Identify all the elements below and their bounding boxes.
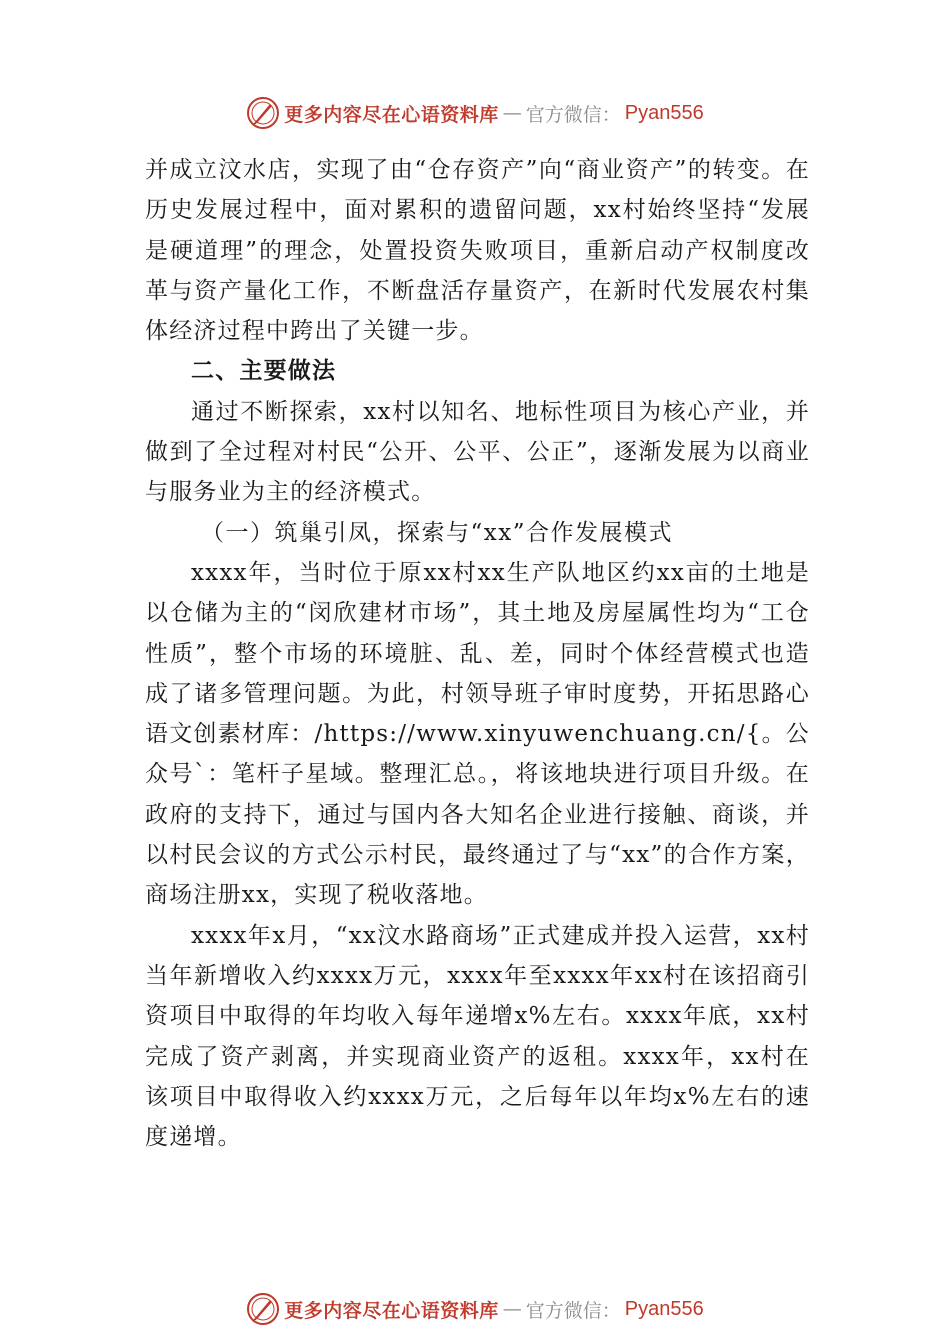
banner-brand-text: 更多内容尽在心语资料库: [284, 1299, 499, 1322]
banner-brand-text: 更多内容尽在心语资料库: [284, 103, 499, 126]
footer-watermark-banner: [0, 1289, 950, 1329]
banner-label: 官方微信：: [525, 103, 621, 126]
section-heading-main-practices: 二、主要做法: [191, 358, 337, 385]
document-body: [145, 150, 810, 1157]
paragraph-2: 通过不断探索，xx村以知名、地标性项目为核心产业，并做到了全过程对村民“公开、公平、公正”，逐渐发展为以商业与服务业为主的经济模式。: [145, 398, 810, 506]
quill-pen-logo-icon: [246, 1292, 280, 1326]
paragraph-4: xxxx年x月，“xx汶水路商场”正式建成并投入运营，xx村当年新增收入约xxxx万元，xxxx年至xxxx年xx村在该招商引资项目中取得的年均收入每年递增x%左右。xxxx年底，xx村完成了资产剥离，并实现商业资产的返租。xxxx年，xx村在该项目中取得收入约xxxx万元，之后每年以年均x%左右的速度递增。: [145, 922, 810, 1151]
banner-wechat-id: Pyan556: [624, 101, 704, 124]
banner-dash: —: [502, 102, 522, 124]
banner-wechat-id: Pyan556: [624, 1297, 704, 1320]
paragraph-1: 并成立汶水店，实现了由“仓存资产”向“商业资产”的转变。在历史发展过程中，面对累积的遗留问题，xx村始终坚持“发展是硬道理”的理念，处置投资失败项目，重新启动产权制度改革与资产量化工作，不断盘活存量资产，在新时代发展农村集体经济过程中跨出了关键一步。: [145, 157, 810, 345]
quill-pen-logo-icon: [246, 96, 280, 130]
banner-label: 官方微信：: [525, 1299, 621, 1322]
paragraph-3: xxxx年，当时位于原xx村xx生产队地区约xx亩的土地是以仓储为主的“闵欣建材市场”，其土地及房屋属性均为“工仓性质”，整个市场的环境脏、乱、差，同时个体经营模式也造成了诸多管理问题。为此，村领导班子审时度势，开拓思路心语文创素材库：/https://www.xinyuwenchuang.cn/{。公众号`：笔杆子星域。整理汇总。，将该地块进行项目升级。在政府的支持下，通过与国内各大知名企业进行接触、商谈，并以村民会议的方式公示村民，最终通过了与“xx”的合作方案，商场注册xx，实现了税收落地。: [145, 559, 810, 909]
banner-dash: —: [502, 1298, 522, 1320]
subsection-heading-1: （一）筑巢引凤，探索与“xx”合作发展模式: [201, 519, 673, 546]
header-watermark-banner: [0, 93, 950, 133]
